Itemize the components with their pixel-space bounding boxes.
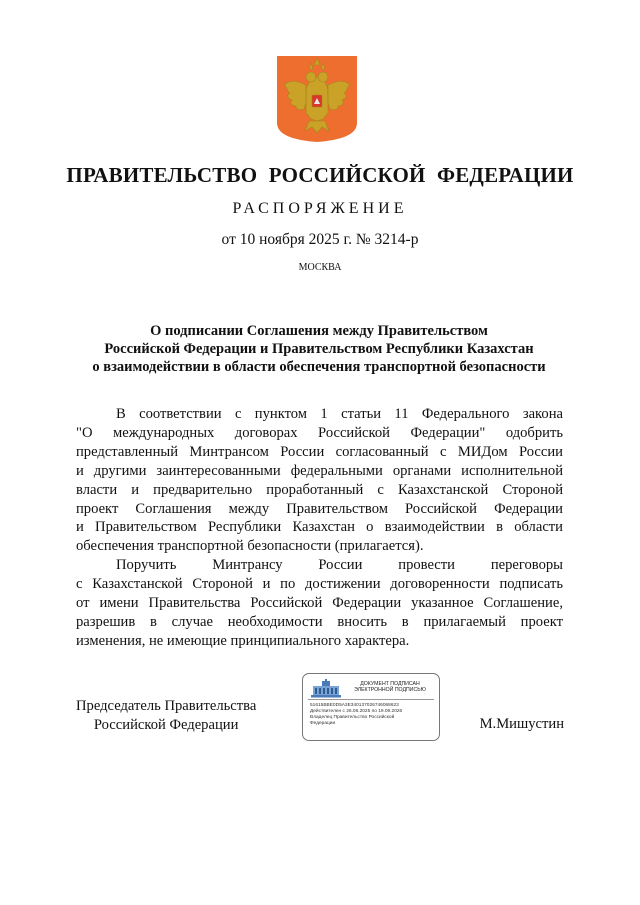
- stamp-divider: [308, 699, 434, 700]
- document-date-number: от 10 ноября 2025 г. № 3214-р: [221, 231, 419, 248]
- signatory-name: М.Мишустин: [479, 716, 564, 732]
- body-line: с Казахстанской Стороной и по достижении договоренности подписать: [76, 576, 563, 593]
- document-type: РАСПОРЯЖЕНИЕ: [232, 200, 408, 217]
- body-line: разрешив в случае необходимости вносить в прилагаемый проект: [76, 613, 563, 630]
- stamp-title: [345, 681, 435, 694]
- body-line: власти и предварительно проработанный с Казахстанской Стороной: [76, 481, 563, 498]
- subject-line: Российской Федерации и Правительством Республики Казахстан: [104, 341, 534, 357]
- document-body: [76, 405, 563, 651]
- stamp-certificate-info: [310, 703, 402, 727]
- subject-line: О подписании Соглашения между Правительством: [150, 323, 488, 339]
- stamp-certificate-number: 51615BBE0D5A3E340137026746068623: [310, 703, 399, 708]
- document-city: МОСКВА: [298, 262, 342, 273]
- stamp-validity: Действителен с 26.06.2025 по 19.09.2026: [310, 709, 403, 714]
- body-line: представленный Минтрансом России согласованный с МИДом России: [76, 443, 563, 460]
- stamp-title-line: ЭЛЕКТРОННОЙ ПОДПИСЬЮ: [354, 687, 426, 694]
- stamp-owner: Владелец Правительство Российской: [310, 715, 395, 720]
- signatory-position-line: Председатель Правительства: [76, 698, 257, 714]
- government-building-icon: [310, 679, 342, 698]
- body-line: от имени Правительства Российской Федерации указанное Соглашение,: [76, 595, 563, 612]
- electronic-signature-stamp: [302, 673, 440, 741]
- government-title: ПРАВИТЕЛЬСТВО РОССИЙСКОЙ ФЕДЕРАЦИИ: [66, 163, 574, 187]
- body-line: "О международных договорах Российской Федерации" одобрить: [76, 424, 563, 441]
- signatory-position-line: Российской Федерации: [93, 716, 239, 733]
- body-line: Поручить Минтрансу России провести переговоры: [116, 557, 563, 574]
- body-line: обеспечения транспортной безопасности (прилагается).: [76, 538, 424, 555]
- stamp-owner: Федерации: [310, 721, 336, 726]
- signatory-position: [76, 697, 256, 734]
- coat-of-arms-icon: [276, 55, 358, 143]
- body-line: изменения, не имеющие принципиального характера.: [76, 632, 410, 649]
- body-line: и Правительством Республики Казахстан о взаимодействии в области: [76, 519, 563, 536]
- body-line: проект Соглашения между Правительством Российской Федерации: [76, 500, 563, 517]
- stamp-title-line: ДОКУМЕНТ ПОДПИСАН: [360, 681, 420, 687]
- document-subject: [60, 322, 578, 376]
- subject-line: о взаимодействии в области обеспечения транспортной безопасности: [92, 359, 546, 375]
- body-line: и другими заинтересованными федеральными органами исполнительной: [76, 462, 563, 479]
- body-line: В соответствии с пунктом 1 статьи 11 Федерального закона: [116, 406, 563, 422]
